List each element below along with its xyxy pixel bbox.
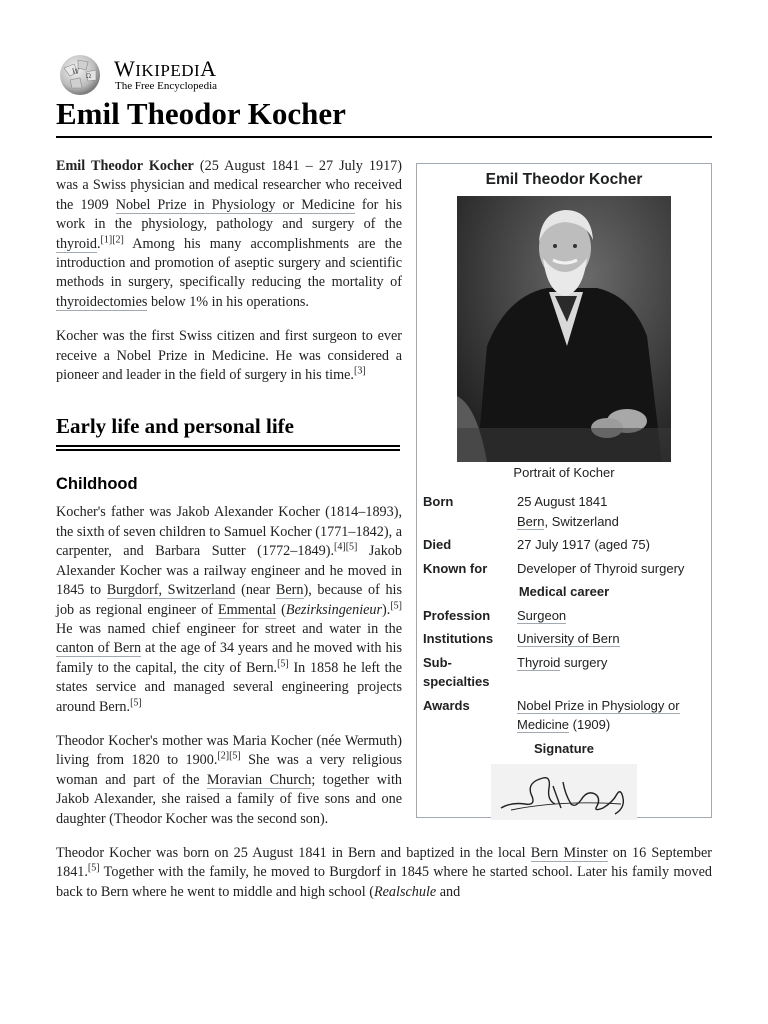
signature-heading: Signature	[534, 740, 594, 756]
intro-text-3: Among his many accomplishments are the introduction and promotion of aseptic surgery and scientific methods in surgery, specifically reducing the mortality of	[56, 235, 402, 291]
ref-5[interactable]: [5]	[345, 541, 358, 553]
bezirksingenieur-term: Bezirksingenieur	[285, 601, 383, 618]
birth-text-1: Theodor Kocher was born on 25 August 1841 in Bern and baptized in the local	[56, 844, 531, 861]
thyroid-link[interactable]: Thyroid	[517, 654, 561, 670]
born-date: 25 August 1841	[517, 494, 608, 509]
thyroid-link[interactable]: thyroid	[56, 235, 97, 252]
emmental-link[interactable]: Emmental	[217, 601, 277, 618]
signature-image[interactable]	[491, 764, 637, 820]
birth-text-2: on 16 September 1841.	[56, 844, 713, 881]
mother-text-3: ; together with Jakob Alexander, she raised a family of five sons and one daughter (Theodor Kocher was the second son).	[56, 771, 402, 827]
subspecialties-rest: surgery	[560, 654, 608, 670]
intro-bold-name: Emil Theodor Kocher	[56, 158, 194, 174]
intro-text-1: (25 August 1841 – 27 July 1917) was a Swiss physician and medical researcher who received the 1909	[56, 158, 403, 213]
burgdorf-link[interactable]: Burgdorf, Switzerland	[106, 582, 236, 599]
title-divider	[56, 136, 712, 138]
nobel-prize-link[interactable]: Nobel Prize in Physiology or Medicine	[115, 196, 355, 213]
awards-year: (1909)	[569, 717, 611, 732]
infobox-row-died	[423, 535, 705, 559]
ref-3[interactable]: [3]	[353, 365, 366, 377]
childhood-text-3: (near	[235, 582, 276, 599]
puzzle-globe-icon[interactable]	[56, 54, 104, 96]
wordmark-name[interactable]: WIKIPEDIA	[114, 56, 217, 81]
infobox-row-institutions	[423, 629, 705, 653]
infobox-row-awards	[423, 696, 705, 739]
birth-text-4: and	[436, 883, 461, 900]
canton-of-bern-link[interactable]: canton of Bern	[56, 640, 142, 657]
moravian-church-link[interactable]: Moravian Church	[206, 771, 312, 788]
infobox-row-born	[423, 492, 705, 535]
awards-value	[517, 696, 705, 739]
known-for-value: Developer of Thyroid surgery	[517, 560, 685, 576]
childhood-text-6: ).	[382, 601, 391, 618]
page-title: Emil Theodor Kocher	[56, 96, 346, 131]
intro-p2-text: Kocher was the first Swiss citizen and first surgeon to ever receive a Nobel Prize in Medicine. He was considered a pioneer and leader in the field of surgery in his time.	[56, 328, 402, 384]
university-of-bern-link[interactable]: University of Bern	[517, 631, 620, 646]
mother-text-1: Theodor Kocher's mother was Maria Kocher (née Wermuth) living from 1820 to 1900.	[56, 732, 402, 769]
childhood-paragraph-3	[56, 844, 712, 902]
intro-text-2: for his work in the physiology, pathology and surgery of the	[56, 196, 402, 233]
childhood-text-1: Kocher's father was Jakob Alexander Kocher (1814–1893), the sixth of seven children to Samuel Kocher (1771–1842), a carpenter, and Barbara Sutter (1772–1849).	[56, 504, 402, 560]
born-value	[517, 492, 705, 535]
institutions-label: Institutions	[423, 631, 494, 646]
born-place-rest: , Switzerland	[544, 513, 619, 529]
infobox-row-profession	[423, 606, 705, 630]
born-place-link[interactable]: Bern	[517, 513, 545, 529]
childhood-text-2: Jakob Alexander Kocher was a railway engineer and he moved in 1845 to	[56, 543, 402, 599]
ref-4[interactable]: [4]	[334, 541, 346, 553]
childhood-text-9: In 1858 he left the states service and managed several engineering projects around Bern.	[56, 659, 402, 715]
profession-label: Profession	[423, 607, 491, 623]
intro-text-4: below 1% in his operations.	[147, 293, 309, 310]
died-label: Died	[423, 537, 452, 552]
portrait-photo[interactable]	[457, 196, 671, 462]
ref-5[interactable]: [5]	[277, 657, 289, 669]
section-heading-early-life: Early life and personal life	[56, 414, 294, 439]
infobox-row-subspecialties	[423, 653, 705, 696]
died-value: 27 July 1917 (aged 75)	[517, 537, 650, 552]
birth-text-3: Together with the family, he moved to Burgdorf in 1845 where he started school. Later his family moved back to Bern where he went to middle and high school (	[56, 864, 712, 900]
portrait-caption: Portrait of Kocher	[513, 464, 615, 480]
article-content	[56, 157, 712, 917]
known-for-label: Known for	[423, 560, 488, 576]
ref-5[interactable]: [5]	[390, 599, 402, 611]
childhood-text-7: He was named chief engineer for street and water in the	[56, 620, 402, 637]
surgeon-link[interactable]: Surgeon	[517, 607, 567, 623]
intro-paragraph-1: Emil Theodor Kocher (25 August 1841 – 27 July 1917) was a Swiss physician and medical researcher who received the 1909 Nobel Prize in Physiology or Medicine for his work in the physiology, pathology and surgery of the thyroid.[1][2] Among his many accomplishments are the introduction and promotion of aseptic surgery and scientific methods in surgery, specifically reducing the mortality of thyroidectomies below 1% in his operations.	[56, 158, 403, 310]
ref-5[interactable]: [5]	[130, 696, 142, 708]
ref-2[interactable]: [2]	[217, 750, 230, 762]
svg-text:W: W	[72, 68, 80, 76]
subspecialties-label: Sub-specialties	[423, 654, 490, 689]
childhood-text-8: at the age of 34 years and he moved with his family to the capital, the city of Bern.	[56, 640, 402, 676]
thyroidectomies-link[interactable]: thyroidectomies	[56, 293, 148, 310]
ref-5[interactable]: [5]	[229, 750, 241, 762]
infobox-row-career-heading	[423, 582, 705, 606]
section-divider	[56, 445, 400, 451]
wordmark-tagline: The Free Encyclopedia	[115, 80, 218, 92]
subspecialties-value	[517, 653, 705, 696]
institutions-value	[517, 629, 705, 653]
nobel-prize-link[interactable]: Nobel Prize in Physiology or Medicine	[517, 697, 680, 732]
awards-label: Awards	[423, 697, 470, 713]
subsection-heading-childhood: Childhood	[56, 475, 138, 494]
childhood-text-5: (	[276, 601, 286, 618]
infobox-table	[423, 492, 705, 762]
infobox-title: Emil Theodor Kocher	[485, 171, 643, 188]
svg-text:Ω: Ω	[86, 73, 91, 80]
mother-text-2: She was a very religious woman and part of the	[56, 752, 402, 788]
ref-5[interactable]: [5]	[87, 862, 100, 874]
infobox	[416, 163, 712, 818]
ref-1[interactable]: [1]	[100, 233, 113, 245]
bern-link[interactable]: Bern	[275, 582, 304, 599]
ref-2[interactable]: [2]	[112, 233, 124, 245]
realschule-term: Realschule	[373, 883, 437, 900]
bern-minster-link[interactable]: Bern Minster	[530, 844, 608, 861]
infobox-row-known-for	[423, 559, 705, 583]
infobox-row-signature-heading	[423, 739, 705, 763]
profession-value	[517, 606, 705, 630]
born-label: Born	[423, 494, 454, 509]
childhood-text-4: ), because of his job as regional engineer of	[56, 582, 403, 618]
medical-career-heading: Medical career	[518, 584, 610, 599]
